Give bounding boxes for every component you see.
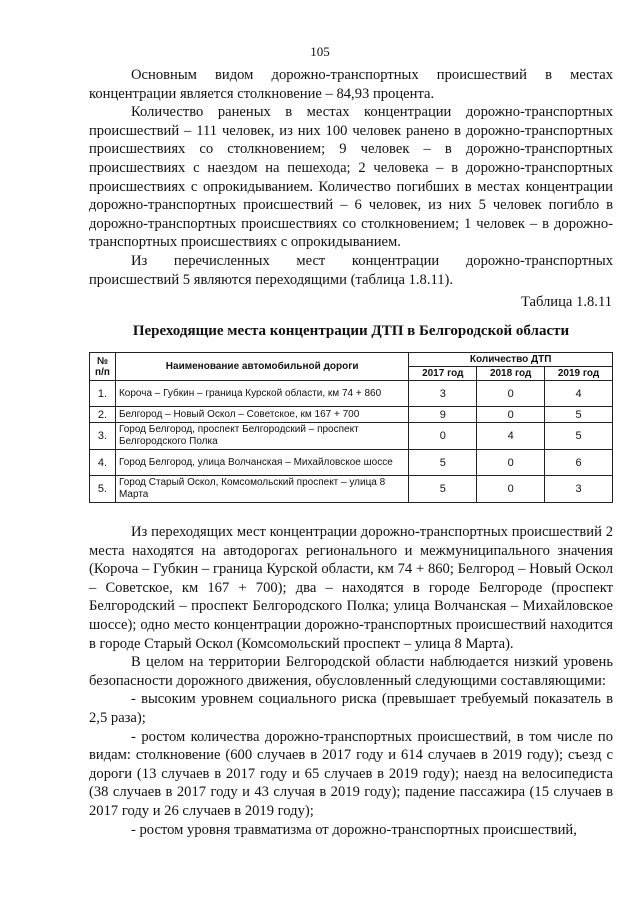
- value-2019: 5: [545, 407, 613, 423]
- value-2018: 0: [477, 476, 545, 503]
- paragraph: Из перечисленных мест концентрации дорожно-транспортных происшествий 5 являются переходящими (таблица 1.8.11).: [89, 252, 613, 288]
- table-row: [90, 476, 613, 503]
- value-2018: 0: [477, 407, 545, 423]
- page-number: 105: [310, 44, 330, 59]
- value-2019: 4: [545, 381, 613, 407]
- header-year-2018: 2018 год: [477, 367, 545, 381]
- paragraph: Из переходящих мест концентрации дорожно-транспортных происшествий 2 места находятся на автодорогах регионального и межмуниципального значения (Короча – Губкин – граница Курской области, км 74 + 860; Белгород – Новый Оскол – Советское, км 167 + 700); два – находятся в городе Белгороде (проспект Белгородский – проспект Белгородского Полка; улица Волчанская – Михайловское шоссе); одно место концентрации дорожно-транспортных происшествий находится в городе Старый Оскол (Комсомольский проспект – улица 8 Марта).: [89, 524, 613, 652]
- value-2019: 3: [545, 476, 613, 503]
- table-title: Переходящие места концентрации ДТП в Белгородской области: [132, 323, 570, 339]
- list-item: - высоким уровнем социального риска (превышает требуемый показатель в 2,5 раза);: [89, 691, 613, 726]
- header-accident-count: Количество ДТП: [409, 353, 613, 367]
- list-item: - ростом количества дорожно-транспортных происшествий, в том числе по видам: столкновение (600 случаев в 2017 году и 614 случаев в 2019 году); съезд с дороги (13 случаев в 2017 году и 65 случаев в 2019 году); наезд на велосипедиста (38 случаев в 2017 году и 43 случая в 2019 году); падение пассажира (15 случаев в 2017 году и 26 случаев в 2019 году);: [89, 728, 613, 819]
- value-2017: 5: [409, 450, 477, 476]
- list-item: - ростом уровня травматизма от дорожно-транспортных происшествий,: [131, 821, 577, 838]
- table-caption: Таблица 1.8.11: [520, 294, 612, 310]
- value-2018: 0: [477, 381, 545, 407]
- row-number: 5.: [90, 476, 116, 503]
- paragraph: В целом на территории Белгородской области наблюдается низкий уровень безопасности дорожного движения, обусловленный следующими составляющими:: [89, 654, 613, 689]
- road-name: Город Белгород, проспект Белгородский – проспект Белгородского Полка: [115, 423, 408, 450]
- conclusion-text: [89, 523, 613, 839]
- value-2018: 4: [477, 423, 545, 450]
- value-2017: 5: [409, 476, 477, 503]
- header-year-2019: 2019 год: [545, 367, 613, 381]
- table-row: [90, 407, 613, 423]
- header-road-name: Наименование автомобильной дороги: [115, 353, 408, 381]
- paragraph: Основным видом дорожно-транспортных происшествий в местах концентрации является столкновение – 84,93 процента.: [89, 67, 613, 102]
- table-row: [90, 381, 613, 407]
- value-2019: 6: [545, 450, 613, 476]
- row-number: 2.: [90, 407, 116, 423]
- transitional-places-table: [89, 352, 613, 503]
- header-year-2017: 2017 год: [409, 367, 477, 381]
- row-number: 1.: [90, 381, 116, 407]
- value-2019: 5: [545, 423, 613, 450]
- row-number: 3.: [90, 423, 116, 450]
- table-row: [90, 450, 613, 476]
- table-row: [90, 423, 613, 450]
- header-number: № п/п: [90, 353, 116, 381]
- value-2018: 0: [477, 450, 545, 476]
- road-name: Белгород – Новый Оскол – Советское, км 167 + 700: [115, 407, 408, 423]
- intro-text: [89, 66, 613, 289]
- value-2017: 9: [409, 407, 477, 423]
- paragraph: Количество раненых в местах концентрации дорожно-транспортных происшествий – 111 человек, из них 100 человек ранено в дорожно-транспортных происшествиях со столкновением; 9 человек – в дорожно-транспортных происшествиях с наездом на пешехода; 2 человека – в дорожно-транспортных происшествиях с опрокидыванием. Количество погибших в местах концентрации дорожно-транспортных происшествий – 6 человек, из них 5 человек погибло в дорожно-транспортных происшествиях со столкновением; 1 человек – в дорожно-транспортных происшествиях с опрокидыванием.: [89, 104, 613, 251]
- road-name: Город Белгород, улица Волчанская – Михайловское шоссе: [115, 450, 408, 476]
- road-name: Короча – Губкин – граница Курской области, км 74 + 860: [115, 381, 408, 407]
- road-name: Город Старый Оскол, Комсомольский проспект – улица 8 Марта: [115, 476, 408, 503]
- row-number: 4.: [90, 450, 116, 476]
- value-2017: 0: [409, 423, 477, 450]
- value-2017: 3: [409, 381, 477, 407]
